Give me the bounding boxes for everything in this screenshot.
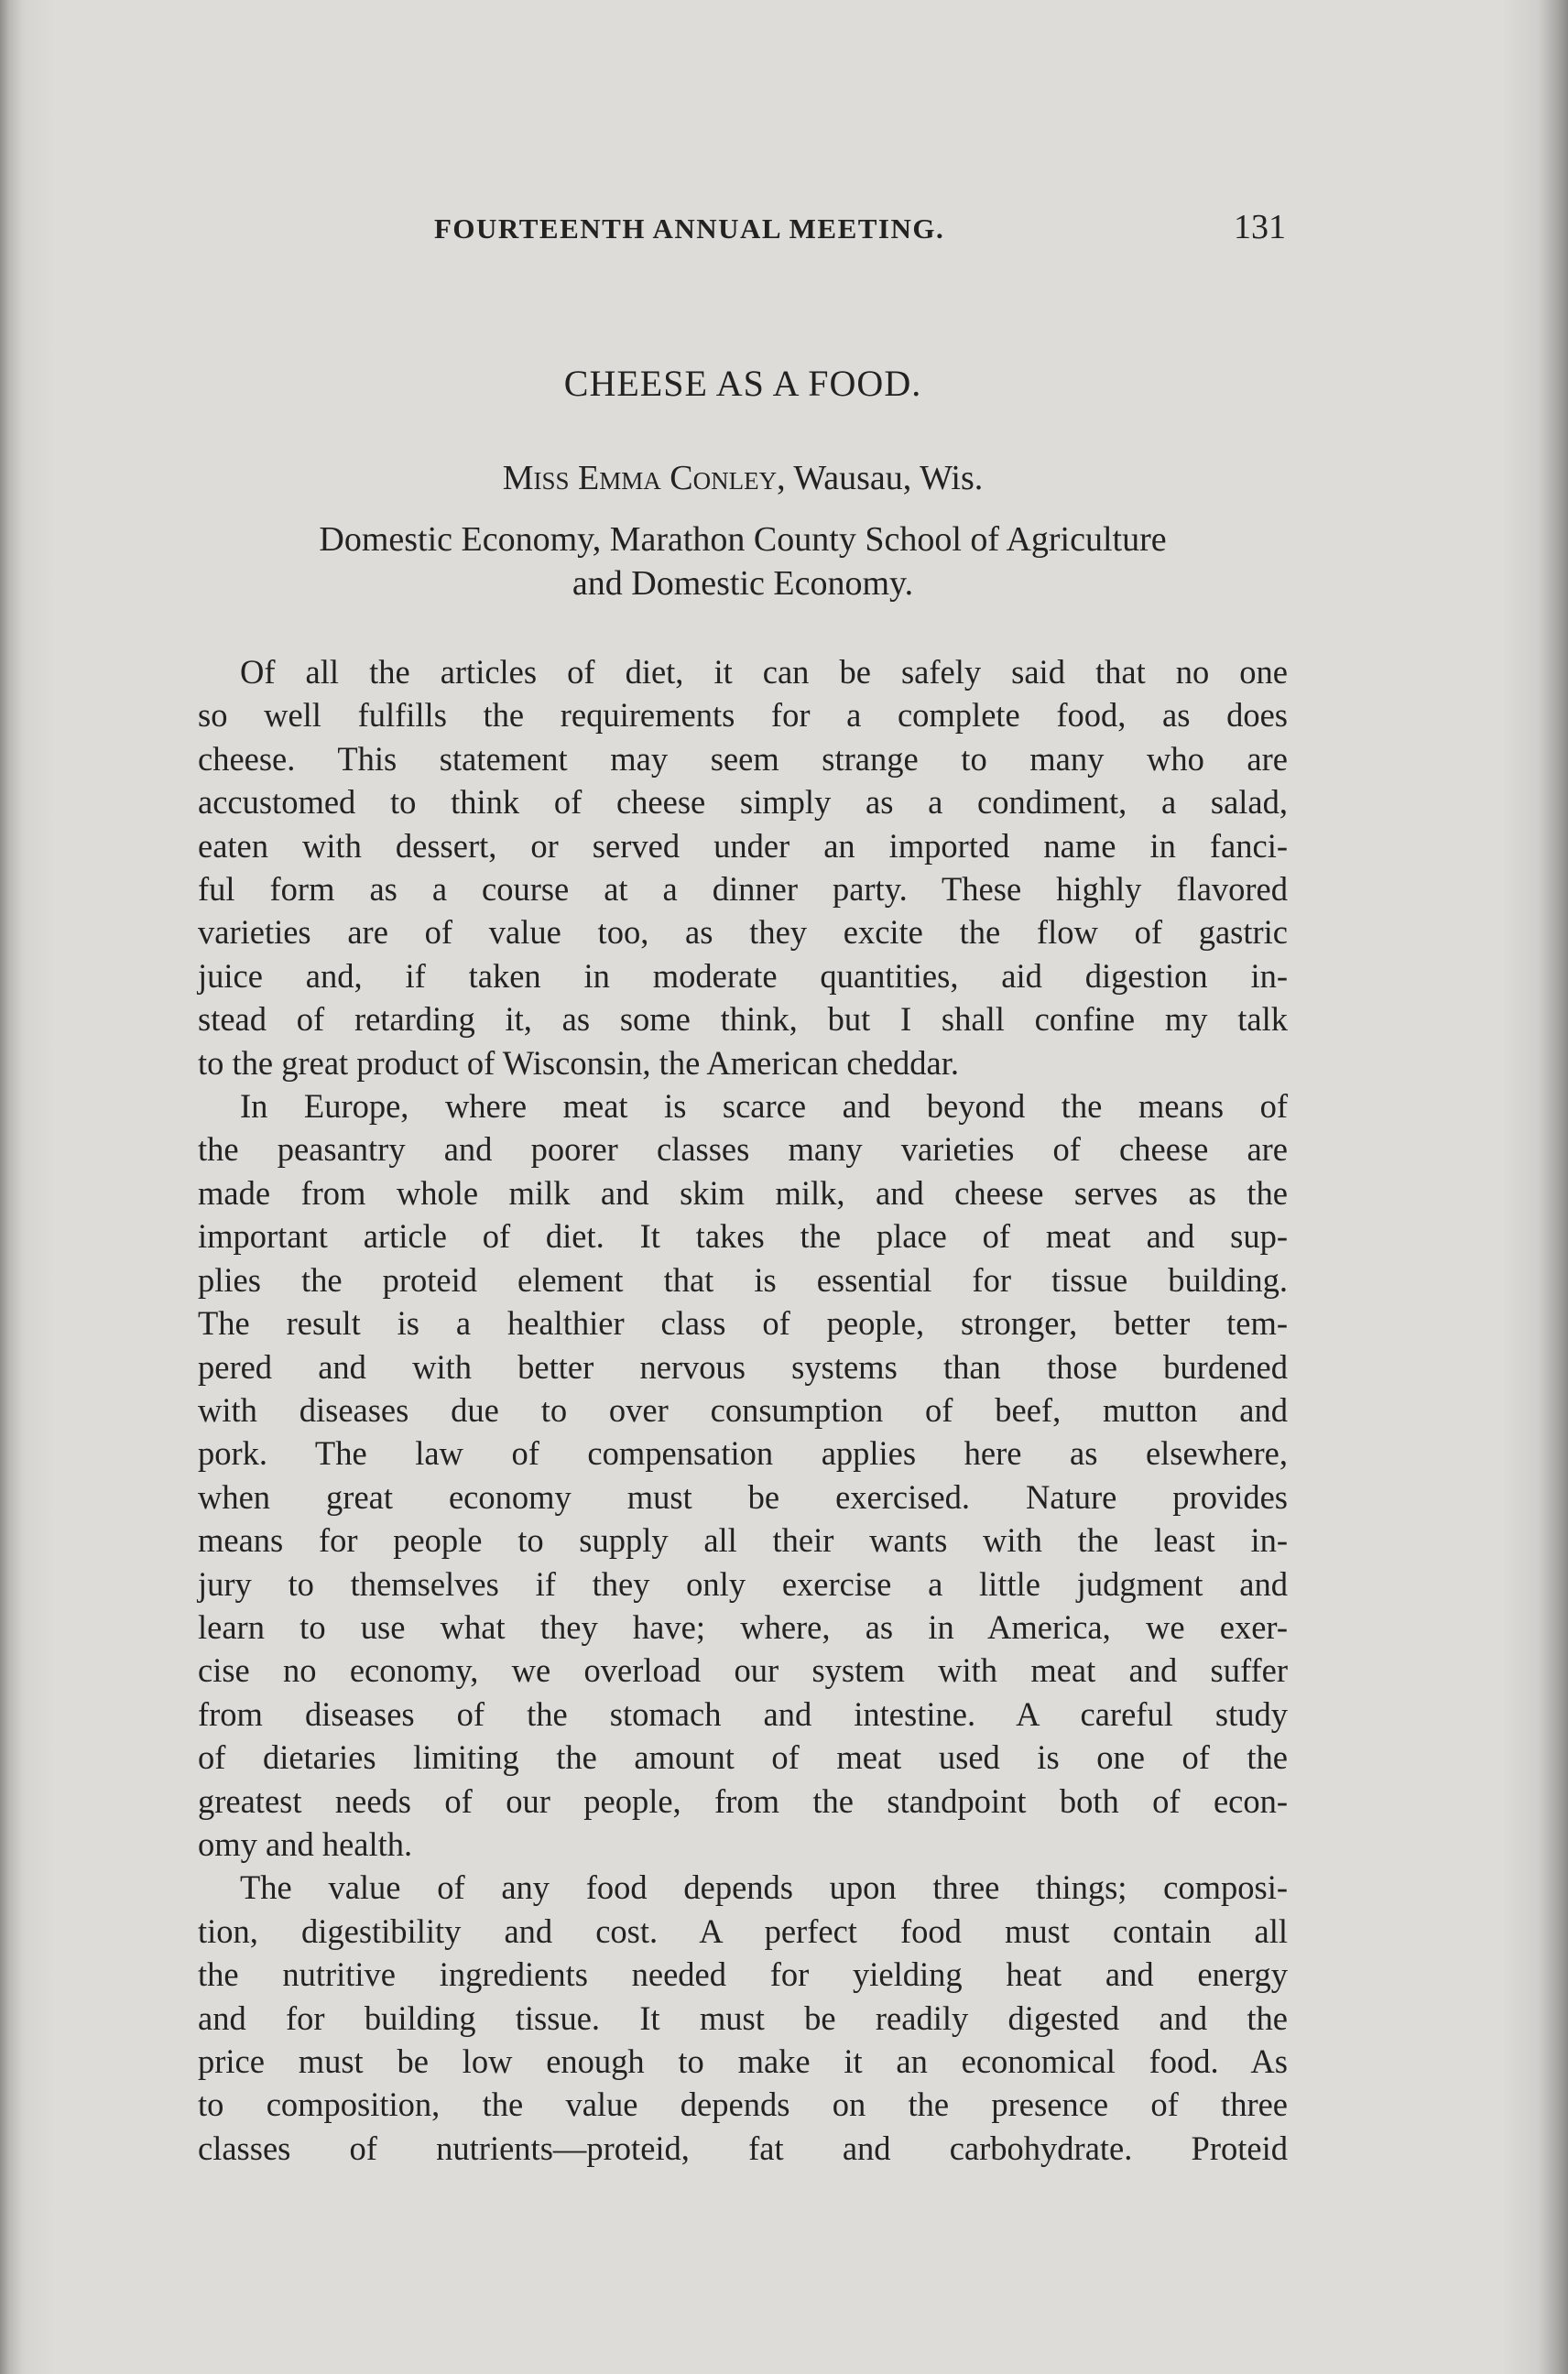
text-line: of dietaries limiting the amount of meat used is one of the (198, 1738, 1288, 1777)
text-line: pork. The law of compensation applies here as elsewhere, (198, 1434, 1288, 1473)
author-line (198, 458, 1288, 498)
text-line: omy and health. (198, 1824, 413, 1863)
text-line: when great economy must be exercised. Nature provides (198, 1477, 1288, 1516)
text-line: juice and, if taken in moderate quantities, aid digestion in- (198, 956, 1288, 995)
text-line: to the great product of Wisconsin, the American cheddar. (198, 1043, 960, 1082)
page-number: 131 (1234, 208, 1286, 246)
text-line: the nutritive ingredients needed for yielding heat and energy (198, 1955, 1288, 1994)
text-line: to composition, the value depends on the presence of three (198, 2085, 1288, 2124)
affiliation-line: Domestic Economy, Marathon County School of Agriculture (319, 520, 1167, 559)
author-location: , Wausau, Wis. (777, 459, 984, 497)
paragraph (198, 650, 1288, 1084)
paragraph (198, 1866, 1288, 2170)
text-line: made from whole milk and skim milk, and cheese serves as the (198, 1173, 1288, 1212)
text-line: price must be low enough to make it an economical food. As (198, 2042, 1288, 2080)
text-line: pered and with better nervous systems than those burdened (198, 1347, 1288, 1386)
text-line: ful form as a course at a dinner party. These highly flavored (198, 870, 1288, 909)
paragraph (198, 1084, 1288, 1866)
text-line: learn to use what they have; where, as in America, we exer- (198, 1607, 1288, 1646)
author-affiliation (198, 517, 1288, 605)
text-line: The value of any food depends upon three things; composi- (240, 1868, 1288, 1907)
text-line: The result is a healthier class of people, stronger, better tem- (198, 1304, 1288, 1343)
text-line: so well fulfills the requirements for a complete food, as does (198, 696, 1288, 735)
text-line: tion, digestibility and cost. A perfect food must contain all (198, 1911, 1288, 1950)
text-line: and for building tissue. It must be readily digested and the (198, 1998, 1288, 2037)
text-line: jury to themselves if they only exercise a little judgment and (198, 1564, 1288, 1603)
text-line: plies the proteid element that is essential for tissue building. (198, 1260, 1288, 1299)
article-title: CHEESE AS A FOOD. (563, 363, 922, 404)
article-body (198, 650, 1288, 2170)
text-line: Of all the articles of diet, it can be safely said that no one (240, 653, 1288, 691)
author-name: Miss Emma Conley (502, 459, 778, 497)
text-line: from diseases of the stomach and intestine. A careful study (198, 1694, 1288, 1733)
text-line: with diseases due to over consumption of beef, mutton and (198, 1390, 1288, 1429)
text-line: In Europe, where meat is scarce and beyond the means of (240, 1087, 1288, 1126)
text-line: cheese. This statement may seem strange to many who are (198, 739, 1288, 778)
running-title: FOURTEENTH ANNUAL MEETING. (434, 212, 945, 245)
text-line: the peasantry and poorer classes many varieties of cheese are (198, 1130, 1288, 1169)
text-line: stead of retarding it, as some think, but I shall confine my talk (198, 1000, 1288, 1039)
text-line: greatest needs of our people, from the standpoint both of econ- (198, 1781, 1288, 1820)
text-line: accustomed to think of cheese simply as a condiment, a salad, (198, 783, 1288, 822)
text-line: eaten with dessert, or served under an imported name in fanci- (198, 826, 1288, 865)
text-line: varieties are of value too, as they excite the flow of gastric (198, 913, 1288, 952)
running-head (434, 208, 1286, 258)
text-line: means for people to supply all their wants with the least in- (198, 1521, 1288, 1560)
affiliation-line: and Domestic Economy. (572, 564, 914, 603)
text-line: cise no economy, we overload our system with meat and suffer (198, 1651, 1288, 1690)
text-line: important article of diet. It takes the place of meat and sup- (198, 1217, 1288, 1256)
text-line: classes of nutrients—proteid, fat and carbohydrate. Proteid (198, 2129, 1288, 2167)
